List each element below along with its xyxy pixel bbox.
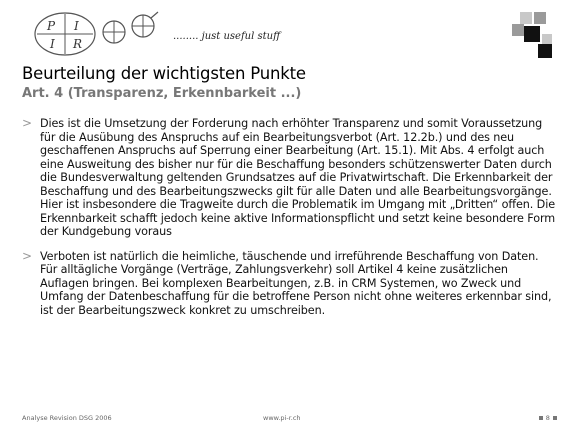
- bullet-text: Dies ist die Umsetzung der Forderung nach erhöhter Transparenz und somit Voraussetzung für die Ausübung des Anspruchs auf ein Bearbeitungsverbot (Art. 12.2b.) und des neu geschaffenen Anspruchs auf Sperrung einer Bearbeitung (Art. 15.1). Mit Abs. 4 erfolgt auch eine Ausweitung des bisher nur für die Beschaffung besonders schützenswerter Daten durch die Bundesverwaltung geltenden Grundsatzes auf die Privatwirtschaft. Die Erkennbarkeit der Beschaffung und des Bearbeitungszwecks gilt für alle Daten und alle Bearbeitungsvorgänge. Hier ist insbesondere die Tragweite durch die Problematik im Umgang mit „Dritten“ offen. Die Erkennbarkeit schafft jedoch keine aktive Informationspflicht und setzt keine besondere Form der Kundgebung voraus: [40, 117, 556, 238]
- bullet-item: [22, 117, 558, 239]
- logo-letter-i: I: [74, 19, 79, 33]
- checker-squares-icon: [512, 12, 558, 58]
- bullet-text: Verboten ist natürlich die heimliche, täuschende und irreführende Beschaffung von Daten. Für alltägliche Vorgänge (Verträge, Zahlungsverkehr) soll Artikel 4 keine zusätzlichen Auflagen bringen. Bei komplexen Bearbeitungen, z.B. in CRM Systemen, wo Zweck und Umfang der Datenbeschaffung für die betroffene Person nicht ohne weiteres erkennbar sind, ist der Bearbeitungszweck konkret zu umschreiben.: [40, 249, 552, 317]
- tagline: ........ just useful stuff: [173, 31, 281, 42]
- logo-letter-p: P: [47, 19, 56, 33]
- chevron-right-icon: >: [22, 248, 33, 263]
- square-icon: [539, 416, 543, 420]
- page-number-value: 8: [545, 414, 550, 422]
- footer-source: Analyse Revision DSG 2006: [22, 414, 112, 422]
- chevron-right-icon: >: [22, 116, 33, 130]
- pir-logo-icon: [25, 6, 175, 58]
- logo-letter-r: R: [73, 37, 83, 51]
- logo: [25, 6, 281, 58]
- slide-title: Beurteilung der wichtigsten Punkte: [22, 64, 306, 83]
- page-number: [538, 414, 558, 422]
- bullet-item: [22, 250, 558, 318]
- logo-letter-i-lower: I: [50, 37, 55, 51]
- square-icon: [553, 416, 557, 420]
- slide-subtitle: Art. 4 (Transparenz, Erkennbarkeit ...): [22, 86, 302, 101]
- bullet-list: [22, 117, 558, 328]
- footer-url: www.pi-r.ch: [263, 414, 301, 422]
